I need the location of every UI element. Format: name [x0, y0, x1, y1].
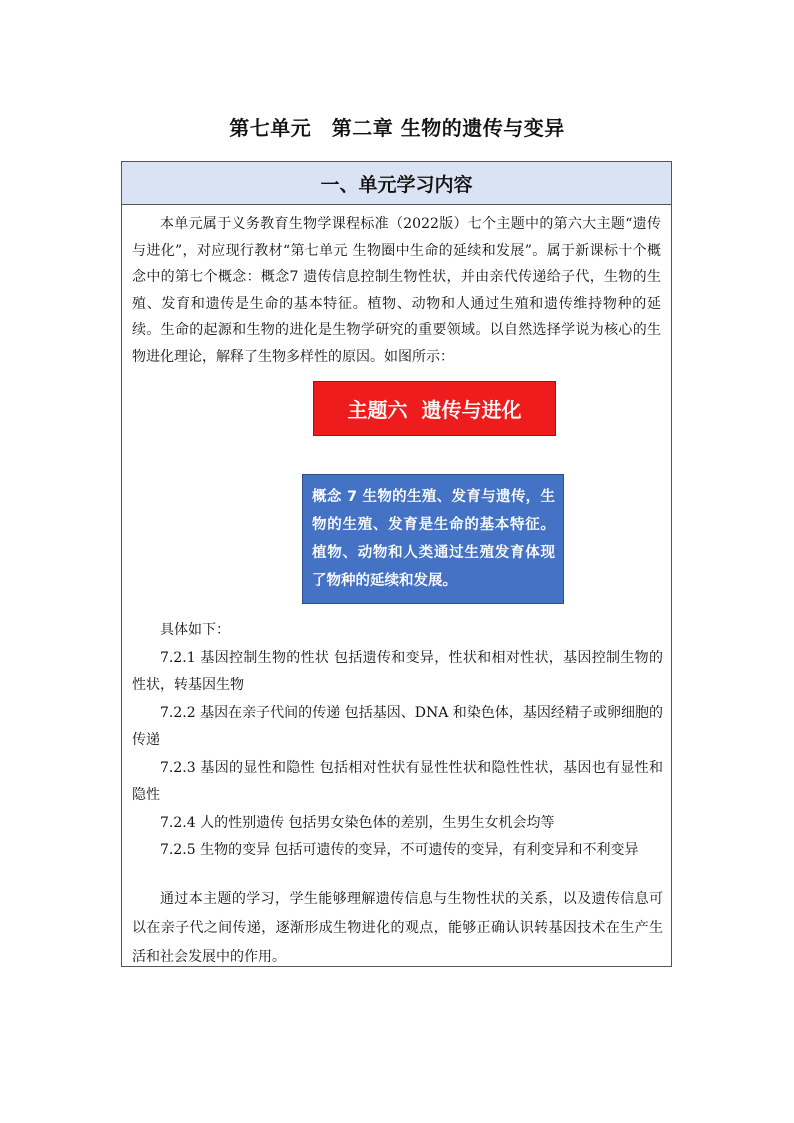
- theme-six-box: 主题六 遗传与进化: [313, 381, 556, 436]
- detail-item: 7.2.1 基因控制生物的性状 包括遗传和变异，性状和相对性状，基因控制生物的性状，转基因生物: [132, 649, 663, 693]
- details-lead: 具体如下：: [160, 622, 230, 638]
- page-title: 第七单元 第二章 生物的遗传与变异: [229, 116, 565, 140]
- detail-item: 7.2.5 生物的变异 包括可遗传的变异，不可遗传的变异，有利变异和不利变异: [160, 842, 639, 858]
- detail-item: 7.2.2 基因在亲子代间的传递 包括基因、DNA 和染色体，基因经精子或卵细胞的传递: [132, 704, 663, 748]
- summary-paragraph: 通过本主题的学习，学生能够理解遗传信息与生物性状的关系，以及遗传信息可以在亲子代之间传递，逐渐形成生物进化的观点，能够正确认识转基因技术在生产生活和社会发展中的作用。: [132, 891, 663, 965]
- unit-content-table: [121, 161, 672, 967]
- section-body: [122, 205, 671, 370]
- details-list: [132, 617, 663, 865]
- intro-paragraph: 本单元属于义务教育生物学课程标准（2022版）七个主题中的第六大主题“遗传与进化”，对应现行教材“第七单元 生物圈中生命的延续和发展”。属于新课标十个概念中的第七个概念：概念7 遗传信息控制生物性状，并由亲代传递给子代，生物的生殖、发育和遗传是生命的基本特征。植物、动物和人通过生殖和遗传维持物种的延续。生命的起源和生物的进化是生物学研究的重要领域。以自然选择学说为核心的生物进化理论，解释了生物多样性的原因。如图所示：: [132, 216, 661, 365]
- detail-item: 7.2.4 人的性别遗传 包括男女染色体的差别，生男生女机会均等: [160, 814, 555, 831]
- section-header: 一、单元学习内容: [122, 162, 671, 205]
- concept-seven-box: 概念 7 生物的生殖、发育与遗传，生物的生殖、发育是生命的基本特征。植物、动物和人类通过生殖发育体现了物种的延续和发展。: [302, 474, 564, 604]
- detail-item: 7.2.3 基因的显性和隐性 包括相对性状有显性性状和隐性性状，基因也有显性和隐性: [132, 759, 663, 803]
